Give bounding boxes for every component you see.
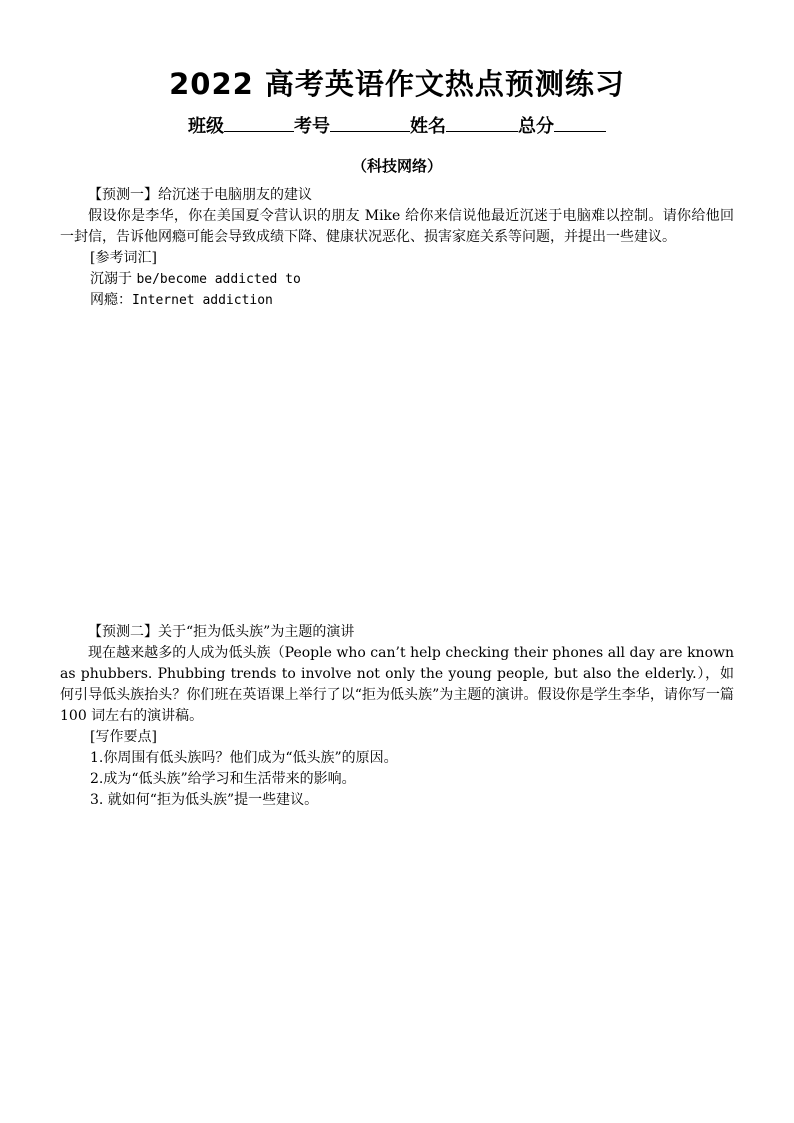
name-blank[interactable] [446, 114, 518, 132]
section-2 [60, 622, 734, 811]
section-1-prompt: 假设你是李华，你在美国夏令营认识的朋友 Mike 给你来信说他最近沉迷于电脑难以控制。请你给他回一封信，告诉他网瘾可能会导致成绩下降、健康状况恶化、损害家庭关系等问题，并提出一些建议。 [60, 208, 734, 245]
section-1 [60, 185, 734, 311]
name-label: 姓名 [410, 116, 446, 137]
vocab-item [60, 290, 734, 311]
class-blank[interactable] [224, 114, 294, 132]
writing-point: 3. 就如何“拒为低头族”提一些建议。 [90, 792, 319, 808]
page-title: 2022 高考英语作文热点预测练习 [169, 67, 625, 101]
topic-subtitle: （科技网络） [351, 157, 442, 175]
writing-point: 2.成为“低头族”给学习和生活带来的影响。 [90, 771, 356, 787]
vocab-label: [参考词汇] [90, 250, 157, 266]
writing-point: 1.你周围有低头族吗？他们成为“低头族”的原因。 [90, 750, 398, 766]
score-blank[interactable] [554, 114, 606, 132]
exam-number-blank[interactable] [330, 114, 410, 132]
vocab-en: be/become addicted to [136, 272, 301, 287]
section-1-heading: 【预测一】给沉迷于电脑朋友的建议 [88, 187, 312, 203]
vocab-cn: 沉溺于 [90, 271, 132, 287]
score-label: 总分 [518, 116, 554, 137]
class-label: 班级 [188, 116, 224, 137]
section-2-prompt: 现在越来越多的人成为低头族（People who can’t help checking their phones all day are known as phubbers. Phubbing trends to involve not only the young people, but also the elderly.），如何引导低头族抬头？你们班在英语课上举行了以“拒为低头族”为主题的演讲。假设你是学生李华，请你写一篇 100 词左右的演讲稿。 [60, 645, 734, 724]
student-info-line [0, 112, 794, 138]
vocab-cn: 网瘾： [90, 292, 132, 308]
section-2-heading: 【预测二】关于“拒为低头族”为主题的演讲 [88, 624, 355, 640]
exam-number-label: 考号 [294, 116, 330, 137]
points-label: [写作要点] [90, 729, 157, 745]
vocab-en: Internet addiction [132, 293, 273, 308]
vocab-item [60, 269, 734, 290]
